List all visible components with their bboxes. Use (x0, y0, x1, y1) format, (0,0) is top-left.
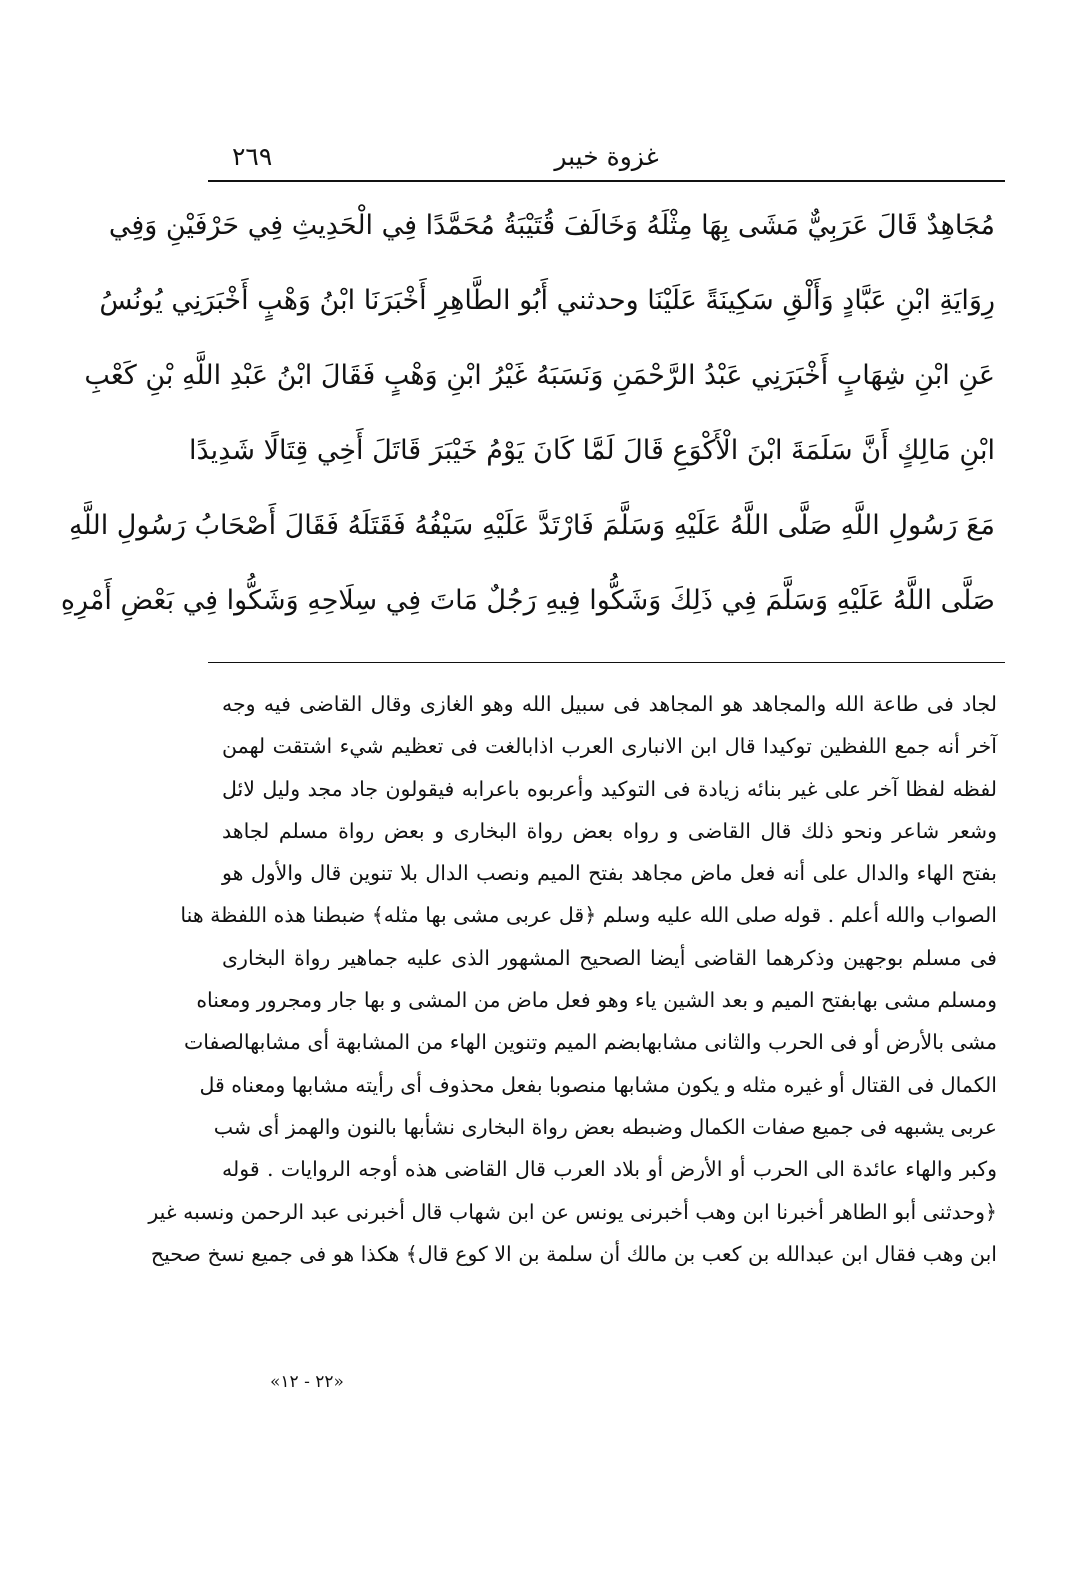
commentary-line: وكبر والهاء عائدة الى الحرب أو الأرض أو بلاد العرب قال القاضى هذه أوجه الروايات . قوله (222, 1157, 997, 1182)
commentary-line: لجاد فى طاعة الله والمجاهد هو المجاهد فى سبيل الله وهو الغازى وقال القاضى فيه وجه (222, 692, 997, 716)
commentary-line: ومسلم مشى بهابفتح الميم و بعد الشين ياء وهو فعل ماض من المشى و بها جار ومجرور ومعناه (196, 988, 997, 1013)
page-header (208, 138, 1005, 176)
hadith-line: مَعَ رَسُولِ اللَّهِ صَلَّى اللَّهُ عَلَيْهِ وَسَلَّمَ فَارْتَدَّ عَلَيْهِ سَيْفُهُ فَقَتَلَهُ فَقَالَ أَصْحَابُ رَسُولِ اللَّهِ (69, 510, 995, 541)
commentary-line: فى مسلم بوجهين وذكرهما القاضى أيضا الصحيح المشهور الذى عليه جماهير رواة البخارى (222, 945, 997, 970)
commentary-line: الصواب والله أعلم . قوله صلى الله عليه وسلم ﴿قل عربى مشى بها مثله﴾ ضبطنا هذه اللفظة هنا (180, 903, 997, 928)
commentary-line: بفتح الهاء والدال على أنه فعل ماض مجاهد بفتح الميم ونصب الدال بلا تنوين قال والأول هو (222, 861, 997, 886)
commentary-line: الكمال فى القتال أو غيره مثله و يكون مشابها منصوبا بفعل محذوف أى رأيته مشابها ومعناه قل (199, 1072, 997, 1097)
commentary-line: لفظه لفظا آخر على غير بنائه زيادة فى التوكيد وأعربوه باعرابه فيقولون جاد مجد وليل لائل (222, 776, 997, 801)
printer-signature: «٢٢ - ١٢» (270, 1372, 344, 1392)
hadith-line: ابْنِ مَالِكٍ أَنَّ سَلَمَةَ ابْنَ الْأَكْوَعِ قَالَ لَمَّا كَانَ يَوْمُ خَيْبَرَ قَاتَلَ أَخِي قِتَالًا شَدِيدًا (189, 435, 995, 466)
commentary-line: آخر أنه جمع اللفظين توكيدا قال ابن الانبارى العرب اذابالغت فى تعظيم شيء اشتقت لهمن (222, 734, 997, 759)
hadith-line: عَنِ ابْنِ شِهَابٍ أَخْبَرَنِي عَبْدُ الرَّحْمَنِ وَنَسَبَهُ غَيْرُ ابْنِ وَهْبٍ فَقَالَ ابْنُ عَبْدِ اللَّهِ بْنِ كَعْبِ (84, 360, 995, 391)
separator-rule (208, 662, 1005, 663)
commentary-line: عربى يشبهه فى جميع صفات الكمال وضبطه بعض رواة البخارى نشأبها بالنون والهمز أى شب (213, 1114, 997, 1139)
page-number: ٢٦٩ (232, 142, 273, 171)
header-rule (208, 180, 1005, 182)
commentary-line: ابن وهب فقال ابن عبدالله بن كعب بن مالك أن سلمة بن الا كوع قال﴾ هكذا هو فى جميع نسخ صحيح (150, 1241, 997, 1266)
commentary-line: ﴿وحدثنى أبو الطاهر أخبرنا ابن وهب أخبرنى يونس عن ابن شهاب قال أخبرنى عبد الرحمن ونسبه غير (148, 1199, 997, 1224)
running-title: غزوة خيبر (554, 142, 659, 171)
commentary-text (148, 683, 997, 1275)
commentary-line: وشعر شاعر ونحو ذلك قال القاضى و رواه بعض رواة البخارى و بعض رواة مسلم لجاهد (222, 818, 997, 843)
commentary-line: مشى بالأرض أو فى الحرب والثانى مشابهابضم الميم وتنوين الهاء من المشابهة أى مشابهالصفات (183, 1030, 997, 1055)
hadith-line: صَلَّى اللَّهُ عَلَيْهِ وَسَلَّمَ فِي ذَلِكَ وَشَكُّوا فِيهِ رَجُلٌ مَاتَ فِي سِلَاحِهِ وَشَكُّوا فِي بَعْضِ أَمْرِهِ (60, 585, 995, 616)
hadith-text (60, 188, 995, 638)
hadith-line: رِوَايَةِ ابْنِ عَبَّادٍ وَأَلْقِ سَكِينَةً عَلَيْنَا وحدثني أَبُو الطَّاهِرِ أَخْبَرَنَا ابْنُ وَهْبٍ أَخْبَرَنِي يُونُسُ (99, 285, 995, 316)
hadith-line: مُجَاهِدٌ قَالَ عَرَبِيٌّ مَشَى بِهَا مِثْلَهُ وَخَالَفَ قُتَيْبَةُ مُحَمَّدًا فِي الْحَدِيثِ فِي حَرْفَيْنِ وَفِي (108, 210, 995, 241)
